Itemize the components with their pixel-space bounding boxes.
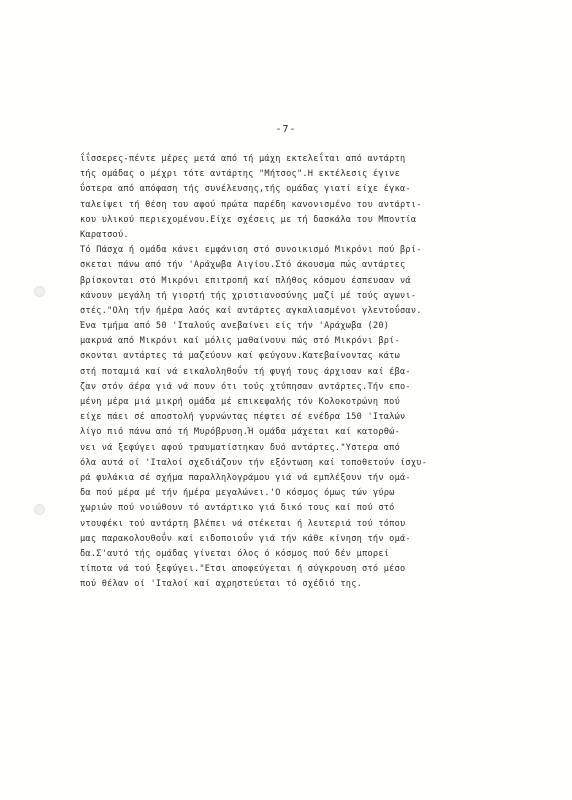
text-line: ρά φυλάκια σέ σχήμα παραλληλογράμου γιά νά εμπλέξουν τήν ομά- [80, 472, 411, 483]
text-line: δα πού μέρα μέ τήν ήμέρα μεγαλώνει.'Ο κόσμος όμως τών γύρω [80, 488, 395, 499]
text-line: Καρατσού. [80, 229, 129, 240]
text-line: ζαν στόν άέρα γιά νά πουν ότι τούς χτύπησαν αντάρτες.Τήν επο- [80, 381, 411, 392]
text-line: ντουφέκι τού αντάρτη βλέπει νά στέκεται ή λευτεριά τού τόπου [80, 518, 406, 529]
text-line: τίποτα νά τού ξεφύγει."Ετσι αποφεύγεται ή σύγκρουση στό μέσο [80, 564, 406, 575]
text-line: τής ομάδας ο μέχρι τότε αντάρτης "Μήτσος".Η εκτέλεσις έγινε [80, 169, 401, 180]
text-line: μένη μέρα μιά μικρή ομάδα μέ επικεφαλής τόν Κολοκοτρώνη πού [80, 397, 401, 407]
text-line: ταλείψει τή θέση του αφού πρώτα παρέδη κανονισμένο του αντάρτι- [80, 199, 422, 210]
text-line: κου υλικού περιεχομένου.Είχε σχέσεις με τή δασκάλα του Μποντία [80, 214, 417, 225]
text-line: Τό Πάσχα ή ομάδα κάνει εμφάνιση στό συνοικισμό Μικρόνι πού βρί- [80, 245, 422, 256]
text-line: ΰστερα από απόφαση τής συνέλευσης,τής ομάδας γιατί είχε έγκα- [80, 184, 411, 195]
text-line: μας παρακολουθοΰν καί ειδοποιοΰν γιά τήν κάθε κίνηση τήν ομά- [80, 533, 411, 544]
text-line: είχε πάει σέ αποστολή γυρνώντας πέφτει σέ ενέδρα 150 'Ιταλών [80, 412, 406, 423]
text-line: βρίσκονται στό Μικρόνι επιτροπή καί πλήθος κόσμου έσπευσαν νά [80, 275, 411, 286]
text-line: Ένα τμήμα από 50 'Ιταλούς ανεβαίνει είς τήν 'Αράχωβα (20) [80, 321, 390, 332]
text-line: νει νά ξεφύγει αφού τραυματίστηκαν δυό αντάρτες."Υστερα από [80, 442, 401, 453]
text-line: χωριών πού νοιώθουν τό αντάρτικο γιά δικό τους καί πού στό [80, 503, 395, 514]
text-line: στές."Ολη τήν ήμέρα λαός καί αντάρτες αγκαλιασμένοι γλεντοΰσαν. [80, 305, 422, 316]
text-line: λίγο πιό πάνω από τή Μυρόβρυση.Ή ομάδα μάχεται καί κατορθώ- [80, 427, 401, 438]
text-line: δα.Σ'αυτό τής ομάδας γίνεται όλος ό κόσμος πού δέν μπορεί [80, 548, 390, 559]
page-number: -7- [275, 124, 297, 135]
binder-hole-bottom [34, 504, 45, 515]
text-line: κάνουν μεγάλη τή γιορτή τής χριστιανοσύνης μαζί μέ τούς αγωνι- [80, 290, 417, 301]
text-line: όλα αυτά οί 'Ιταλοί σχεδιάζουν τήν εξόντωση καί τοποθετούν ίσχυ- [80, 457, 428, 468]
binder-hole-top [34, 286, 45, 297]
body-text [80, 152, 472, 592]
text-line: πού θέλαν οί 'Ιταλοί καί αχρηστεύεται τό σχέδιό της. [80, 579, 363, 590]
text-line: στή ποταμιά καί νά εικαλοληθοΰν τή φυγή τους άρχισαν καί έβα- [80, 366, 411, 377]
text-line: μακρυά από Μικρόνι καί μόλις μαθαίνουν πώς στό Μικρόνι βρί- [80, 336, 401, 347]
text-line: σκεται πάνω από τήν 'Αράχωβα Αιγίου.Στό άκουσμα πώς αντάρτες [80, 260, 406, 271]
text-line: σκονται αντάρτες τά μαζεύουν καί φεύγουν.Κατεβαίνοντας κάτω [80, 351, 401, 362]
text-line: ΐΐσσερες-πέντε μέρες μετά από τή μάχη εκτελεΐται από αντάρτη [80, 154, 406, 164]
